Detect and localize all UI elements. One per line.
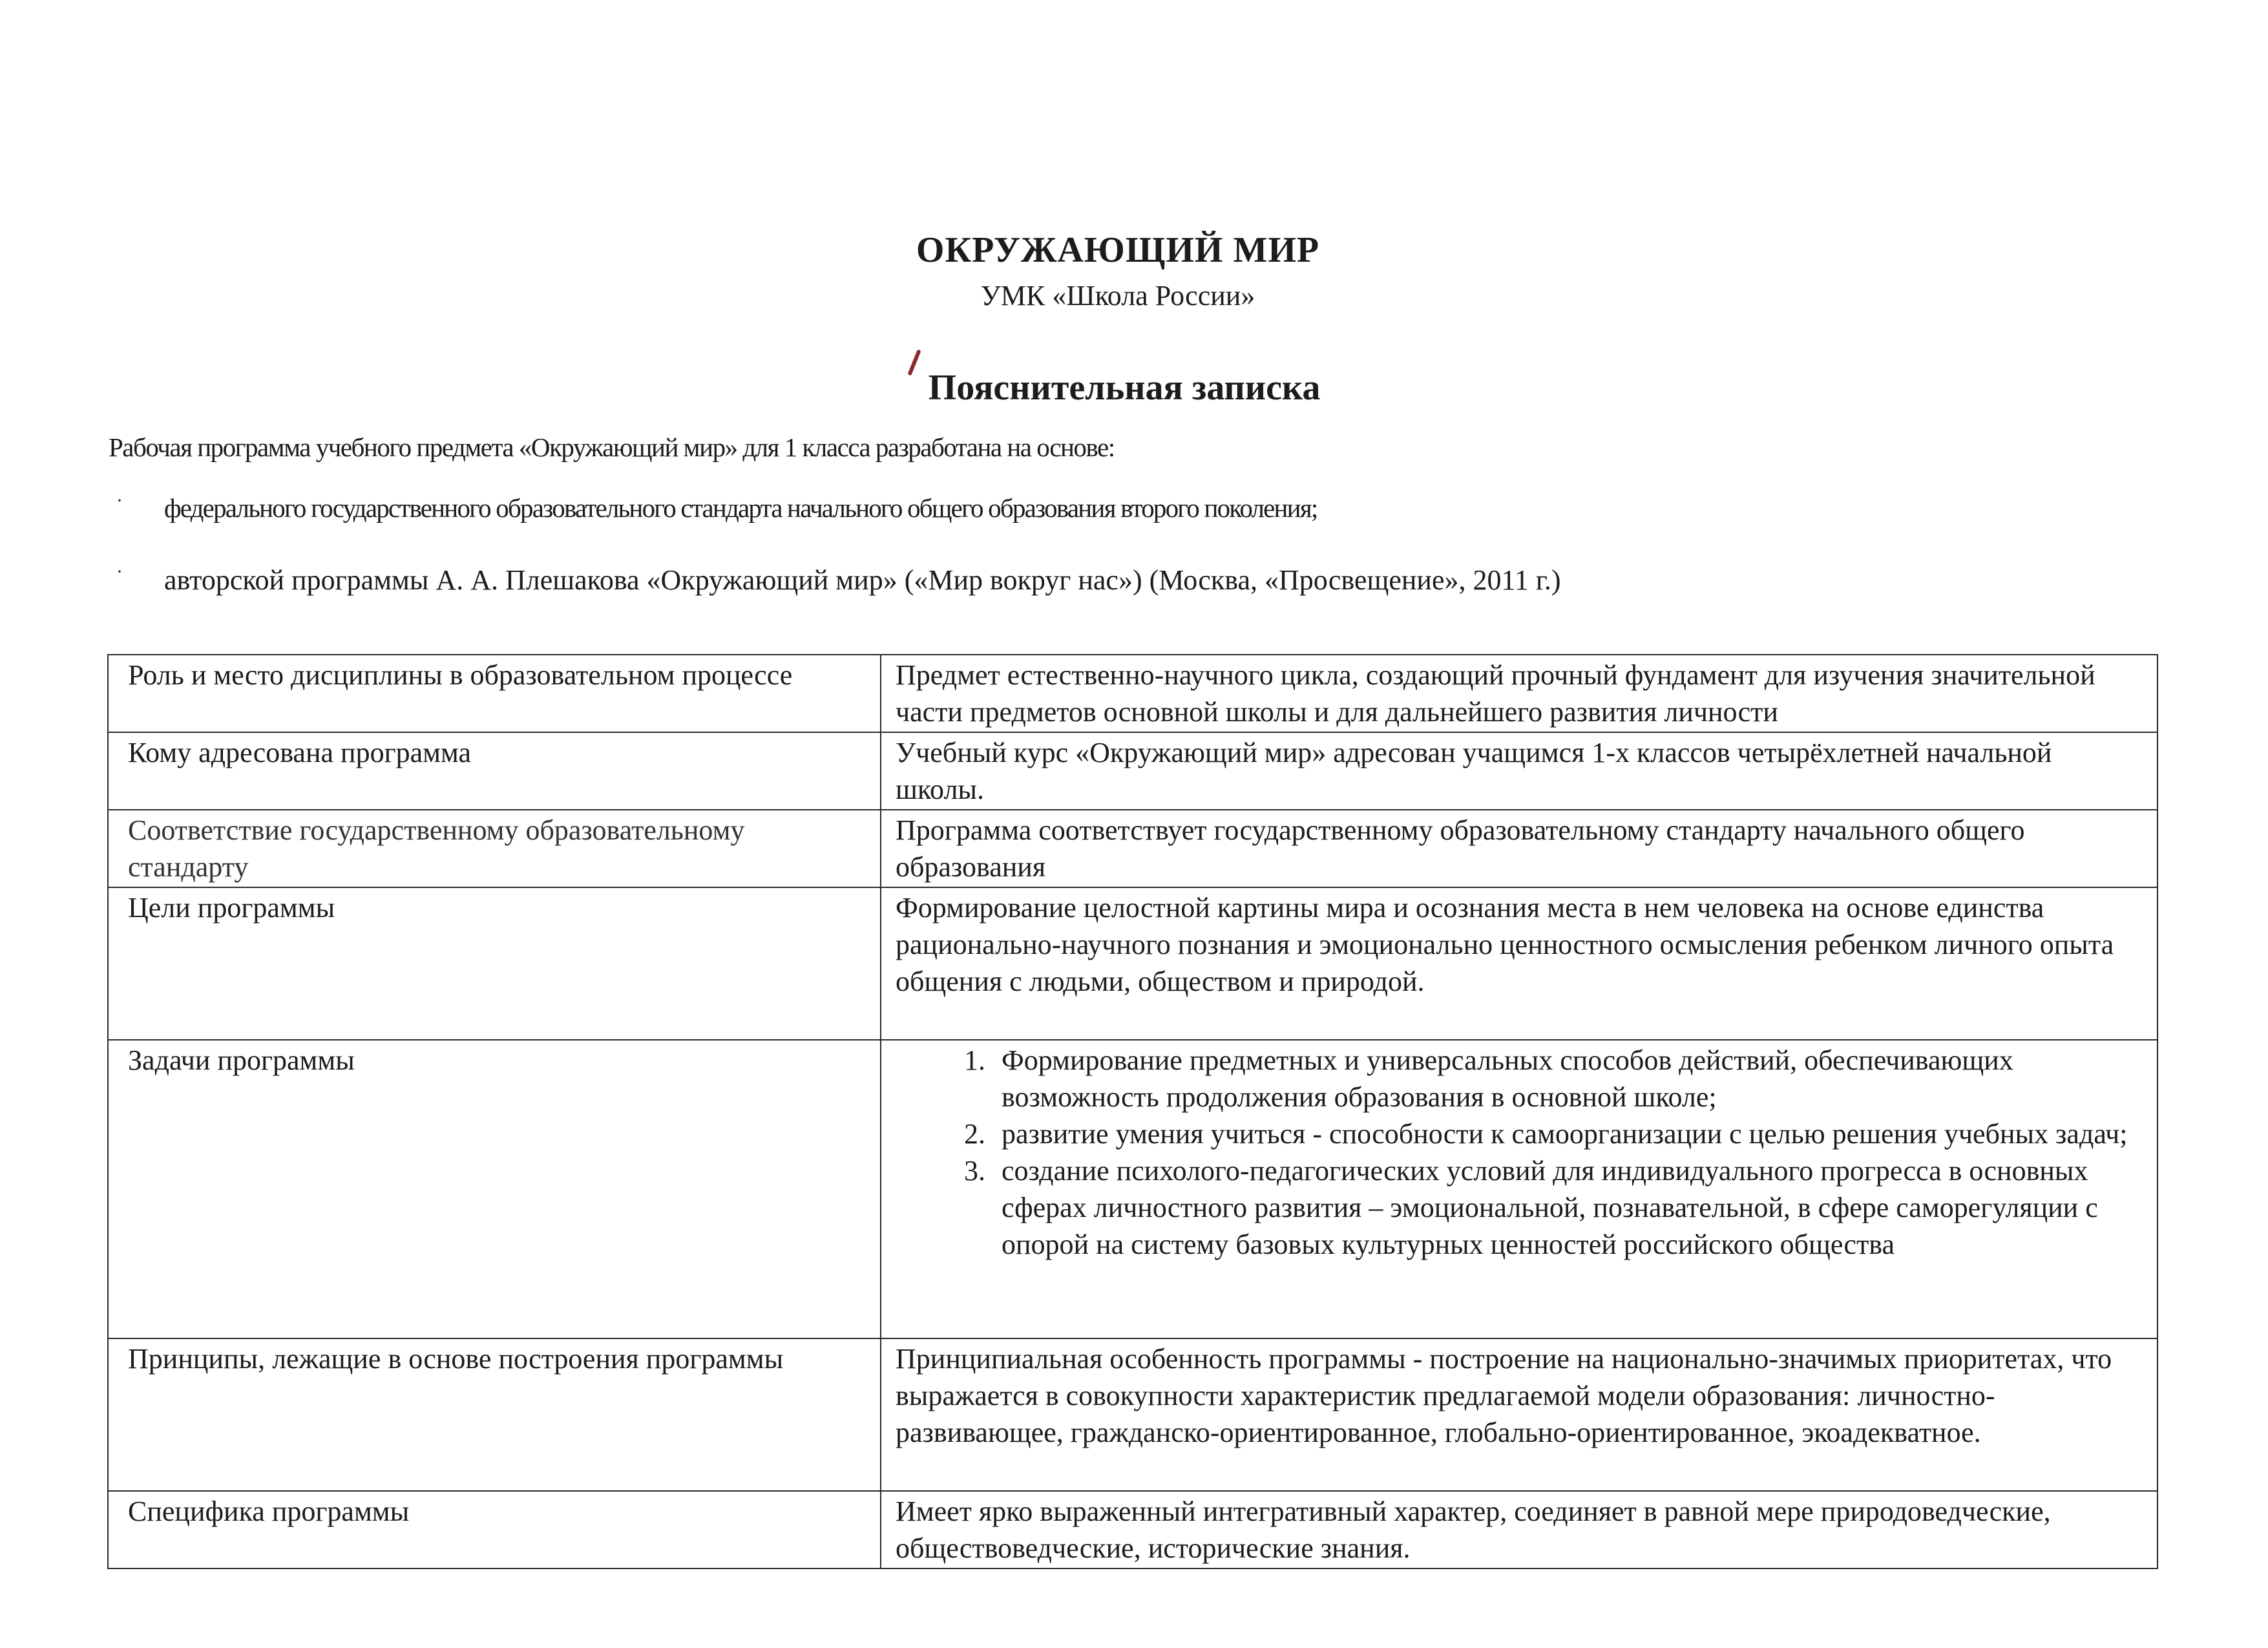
- table-row: [108, 655, 2158, 732]
- table-row: [108, 887, 2158, 1040]
- program-info-table: [107, 654, 2158, 1569]
- row-label: Соответствие государственному образовательному стандарту: [108, 810, 881, 887]
- table-row: [108, 1491, 2158, 1569]
- row-label: Задачи программы: [108, 1040, 881, 1338]
- row-value: Предмет естественно-научного цикла, создающий прочный фундамент для изучения значительной части предметов основной школы и для дальнейшего развития личности: [881, 655, 2158, 732]
- list-item: 3. создание психолого-педагогических условий для индивидуального прогресса в основных сферах личностного развития – эмоциональной, познавательной, в сфере саморегуляции с опорой на систему базовых культурных ценностей российского общества: [992, 1152, 2131, 1263]
- row-value: Формирование целостной картины мира и осознания места в нем человека на основе единства рационально-научного познания и эмоционально ценностного осмысления ребенком личного опыта общения с людьми, обществом и природой.: [881, 887, 2158, 1040]
- row-label: Принципы, лежащие в основе построения программы: [108, 1338, 881, 1491]
- list-item: 2. развитие умения учиться - способности к самоорганизации с целью решения учебных задач;: [992, 1115, 2131, 1152]
- section-heading: Пояснительная записка: [928, 368, 1321, 408]
- list-item: 1. Формирование предметных и универсальных способов действий, обеспечивающих возможность продолжения образования в основной школе;: [992, 1042, 2131, 1115]
- table-row: [108, 810, 2158, 887]
- tasks-list: [896, 1042, 2131, 1263]
- row-value-tasks: [881, 1040, 2158, 1338]
- document-subtitle: УМК «Школа России»: [980, 280, 1255, 312]
- table-row: [108, 732, 2158, 810]
- document-title: ОКРУЖАЮЩИЙ МИР: [916, 230, 1320, 270]
- row-label: Кому адресована программа: [108, 732, 881, 810]
- row-label: Роль и место дисциплины в образовательном процессе: [108, 655, 881, 732]
- row-value: Учебный курс «Окружающий мир» адресован учащимся 1-х классов четырёхлетней начальной школы.: [881, 732, 2158, 810]
- row-value: Принципиальная особенность программы - построение на национально-значимых приоритетах, что выражается в совокупности характеристик предлагаемой модели образования: личностно-развивающее, гражданско-ориентированное, глобально-ориентированное, экоадекватное.: [881, 1338, 2158, 1491]
- row-label: Цели программы: [108, 887, 881, 1040]
- bullet-icon: ·: [116, 490, 123, 511]
- row-label: Специфика программы: [108, 1491, 881, 1569]
- list-item-text: авторской программы А. А. Плешакова «Окружающий мир» («Мир вокруг нас») (Москва, «Просвещение», 2011 г.): [164, 564, 1561, 596]
- table-row: [108, 1040, 2158, 1338]
- intro-paragraph: Рабочая программа учебного предмета «Окружающий мир» для 1 класса разработана на основе:: [109, 432, 1115, 462]
- bullet-icon: ·: [116, 561, 123, 582]
- table-row: [108, 1338, 2158, 1491]
- row-value: Программа соответствует государственному образовательному стандарту начального общего образования: [881, 810, 2158, 887]
- list-item-text: федерального государственного образовательного стандарта начального общего образования второго поколения;: [164, 493, 1318, 523]
- row-value: Имеет ярко выраженный интегративный характер, соединяет в равной мере природоведческие, обществоведческие, исторические знания.: [881, 1491, 2158, 1569]
